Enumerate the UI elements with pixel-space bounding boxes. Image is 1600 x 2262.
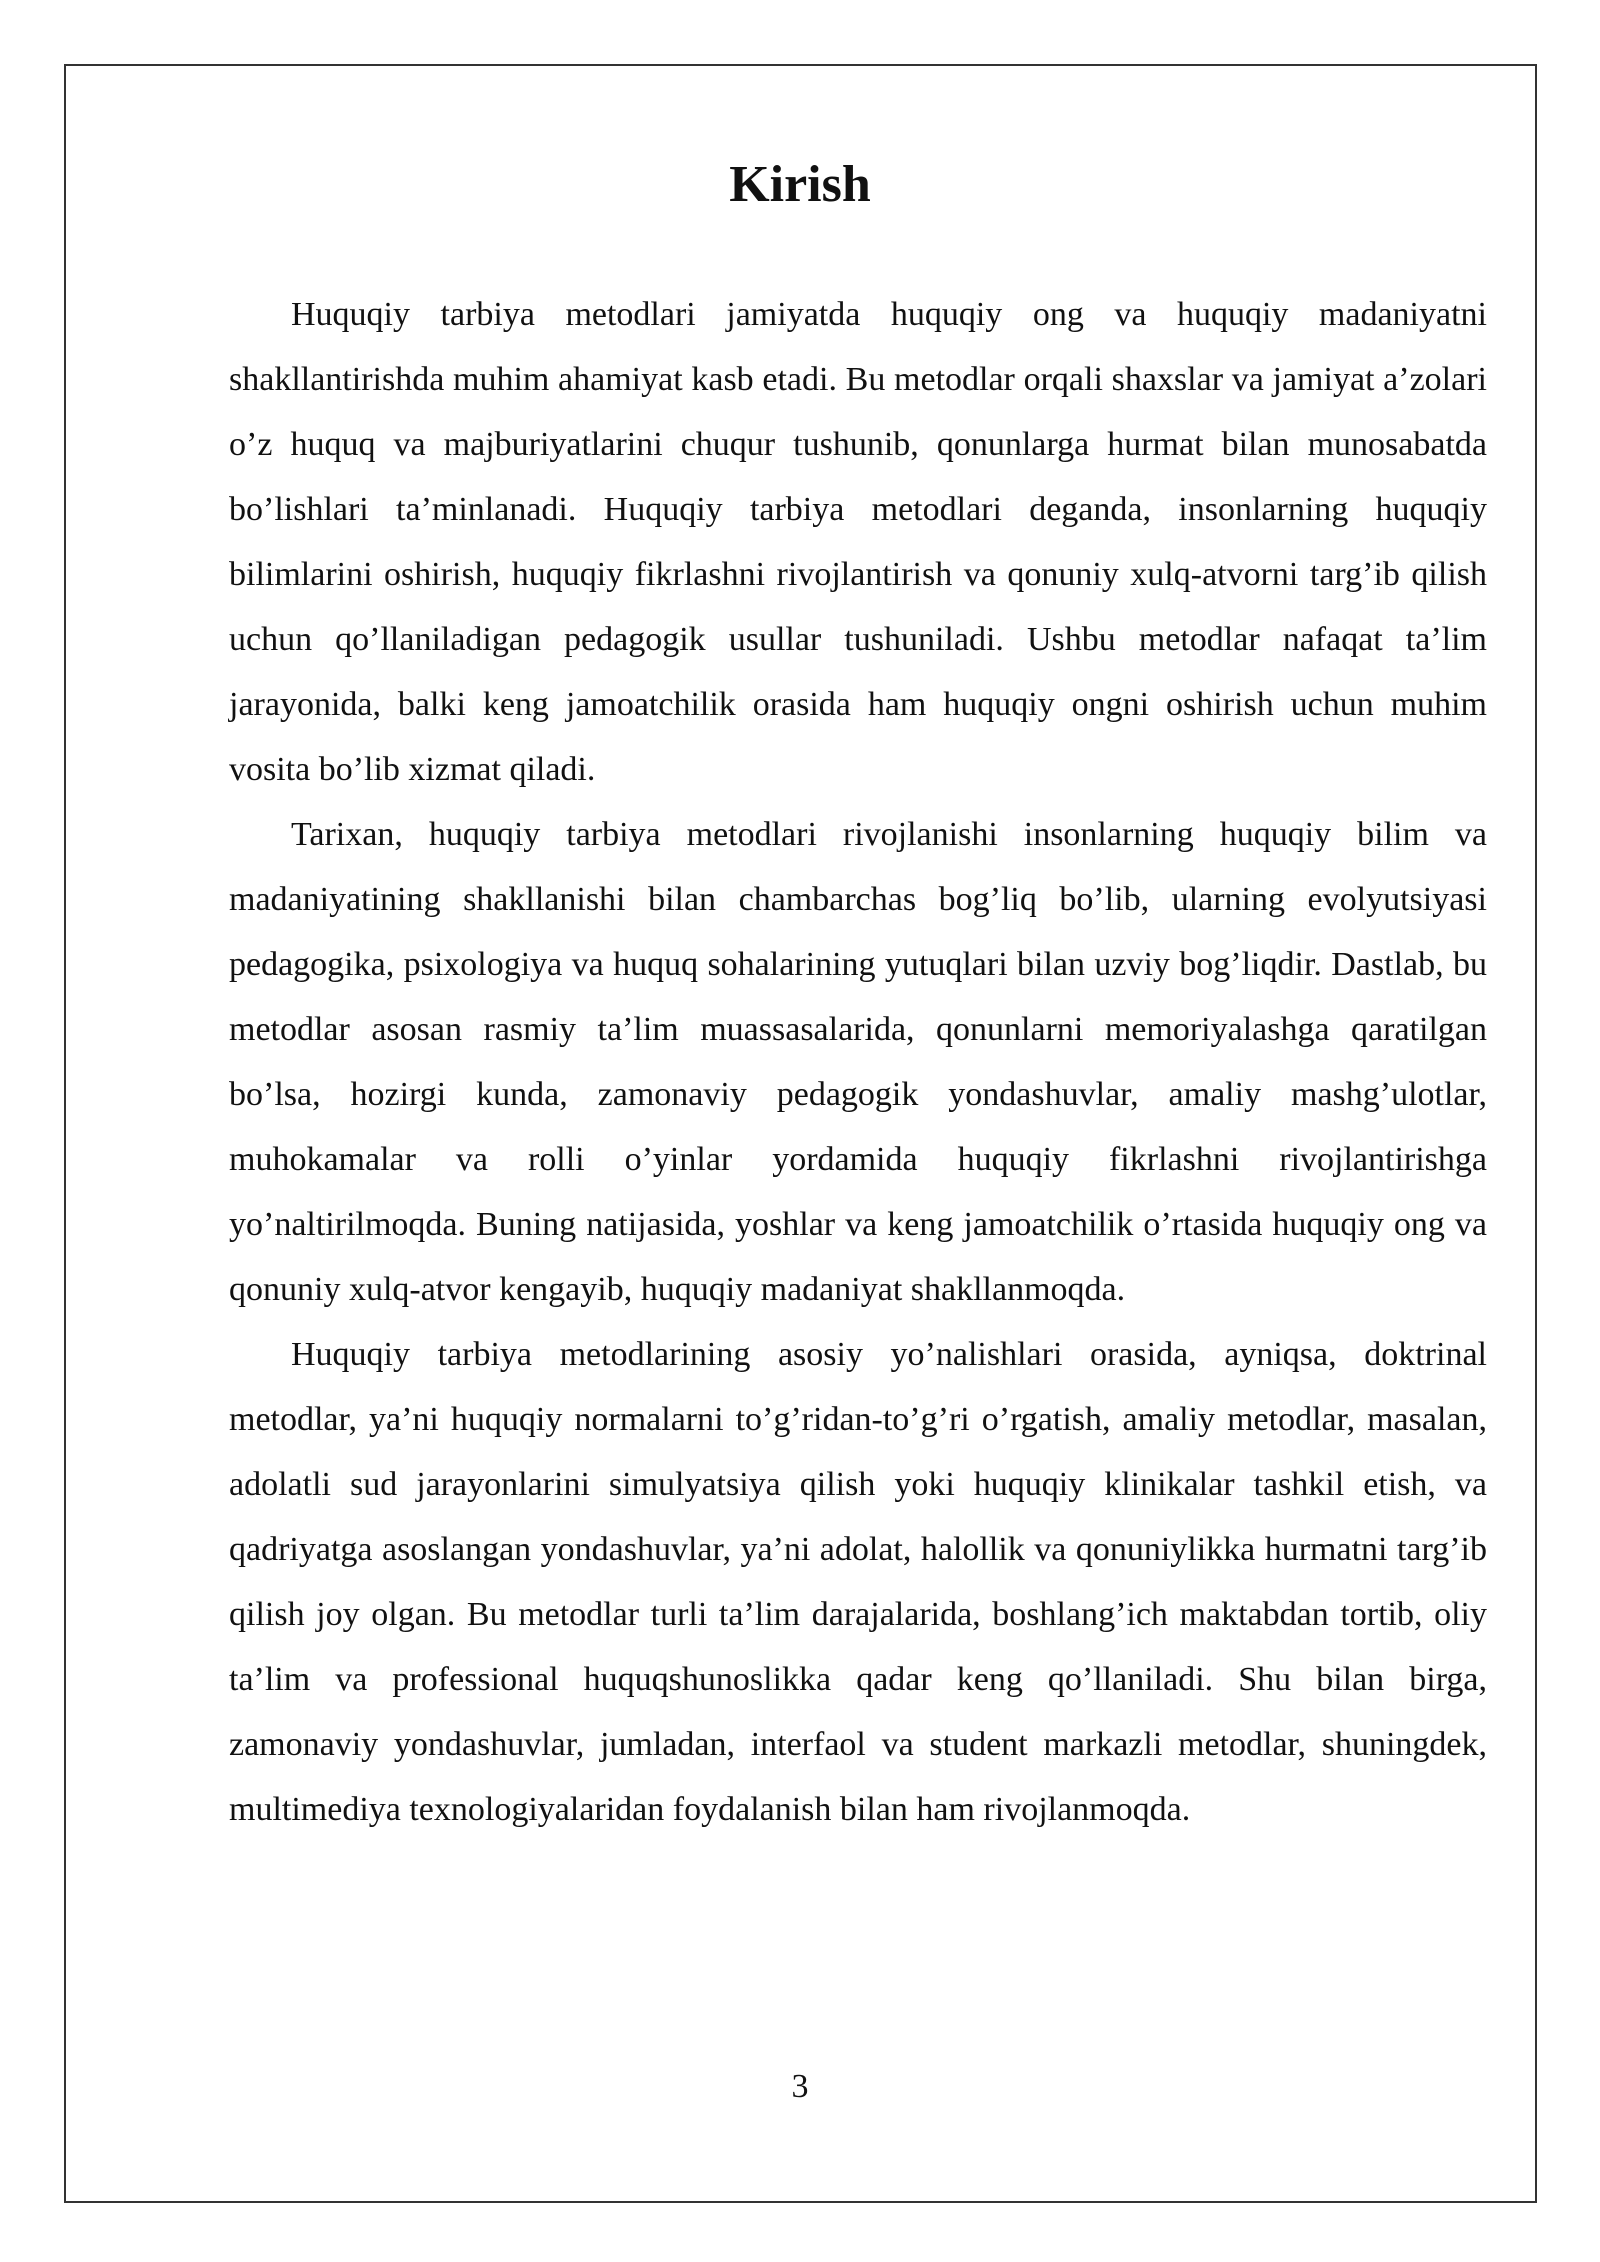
document-body — [229, 282, 1487, 1842]
page-title: Kirish — [729, 156, 871, 213]
paragraph-2: Tarixan, huquqiy tarbiya metodlari rivojlanishi insonlarning huquqiy bilim va madaniyatining shakllanishi bilan chambarchas bog’liq bo’lib, ularning evolyutsiyasi pedagogika, psixologiya va huquq sohalarining yutuqlari bilan uzviy bog’liqdir. Dastlab, bu metodlar asosan rasmiy ta’lim muassasalarida, qonunlarni memoriyalashga qaratilgan bo’lsa, hozirgi kunda, zamonaviy pedagogik yondashuvlar, amaliy mashg’ulotlar, muhokamalar va rolli o’yinlar yordamida huquqiy fikrlashni rivojlantirishga yo’naltirilmoqda. Buning natijasida, yoshlar va keng jamoatchilik o’rtasida huquqiy ong va qonuniy xulq-atvor kengayib, huquqiy madaniyat shakllanmoqda. — [229, 816, 1487, 1308]
paragraph-3: Huquqiy tarbiya metodlarining asosiy yo’nalishlari orasida, ayniqsa, doktrinal metodlar, ya’ni huquqiy normalarni to’g’ridan-to’g’ri o’rgatish, amaliy metodlar, masalan, adolatli sud jarayonlarini simulyatsiya qilish yoki huquqiy klinikalar tashkil etish, va qadriyatga asoslangan yondashuvlar, ya’ni adolat, halollik va qonuniylikka hurmatni targ’ib qilish joy olgan. Bu metodlar turli ta’lim darajalarida, boshlang’ich maktabdan tortib, oliy ta’lim va professional huquqshunoslikka qadar keng qo’llaniladi. Shu bilan birga, zamonaviy yondashuvlar, jumladan, interfaol va student markazli metodlar, shuningdek, multimediya texnologiyalaridan foydalanish bilan ham rivojlanmoqda. — [229, 1336, 1487, 1828]
page-number: 3 — [791, 2068, 809, 2105]
paragraph-1: Huquqiy tarbiya metodlari jamiyatda huquqiy ong va huquqiy madaniyatni shakllantirishda muhim ahamiyat kasb etadi. Bu metodlar orqali shaxslar va jamiyat a’zolari o’z huquq va majburiyatlarini chuqur tushunib, qonunlarga hurmat bilan munosabatda bo’lishlari ta’minlanadi. Huquqiy tarbiya metodlari deganda, insonlarning huquqiy bilimlarini oshirish, huquqiy fikrlashni rivojlantirish va qonuniy xulq-atvorni targ’ib qilish uchun qo’llaniladigan pedagogik usullar tushuniladi. Ushbu metodlar nafaqat ta’lim jarayonida, balki keng jamoatchilik orasida ham huquqiy ongni oshirish uchun muhim vosita bo’lib xizmat qiladi. — [229, 296, 1487, 788]
